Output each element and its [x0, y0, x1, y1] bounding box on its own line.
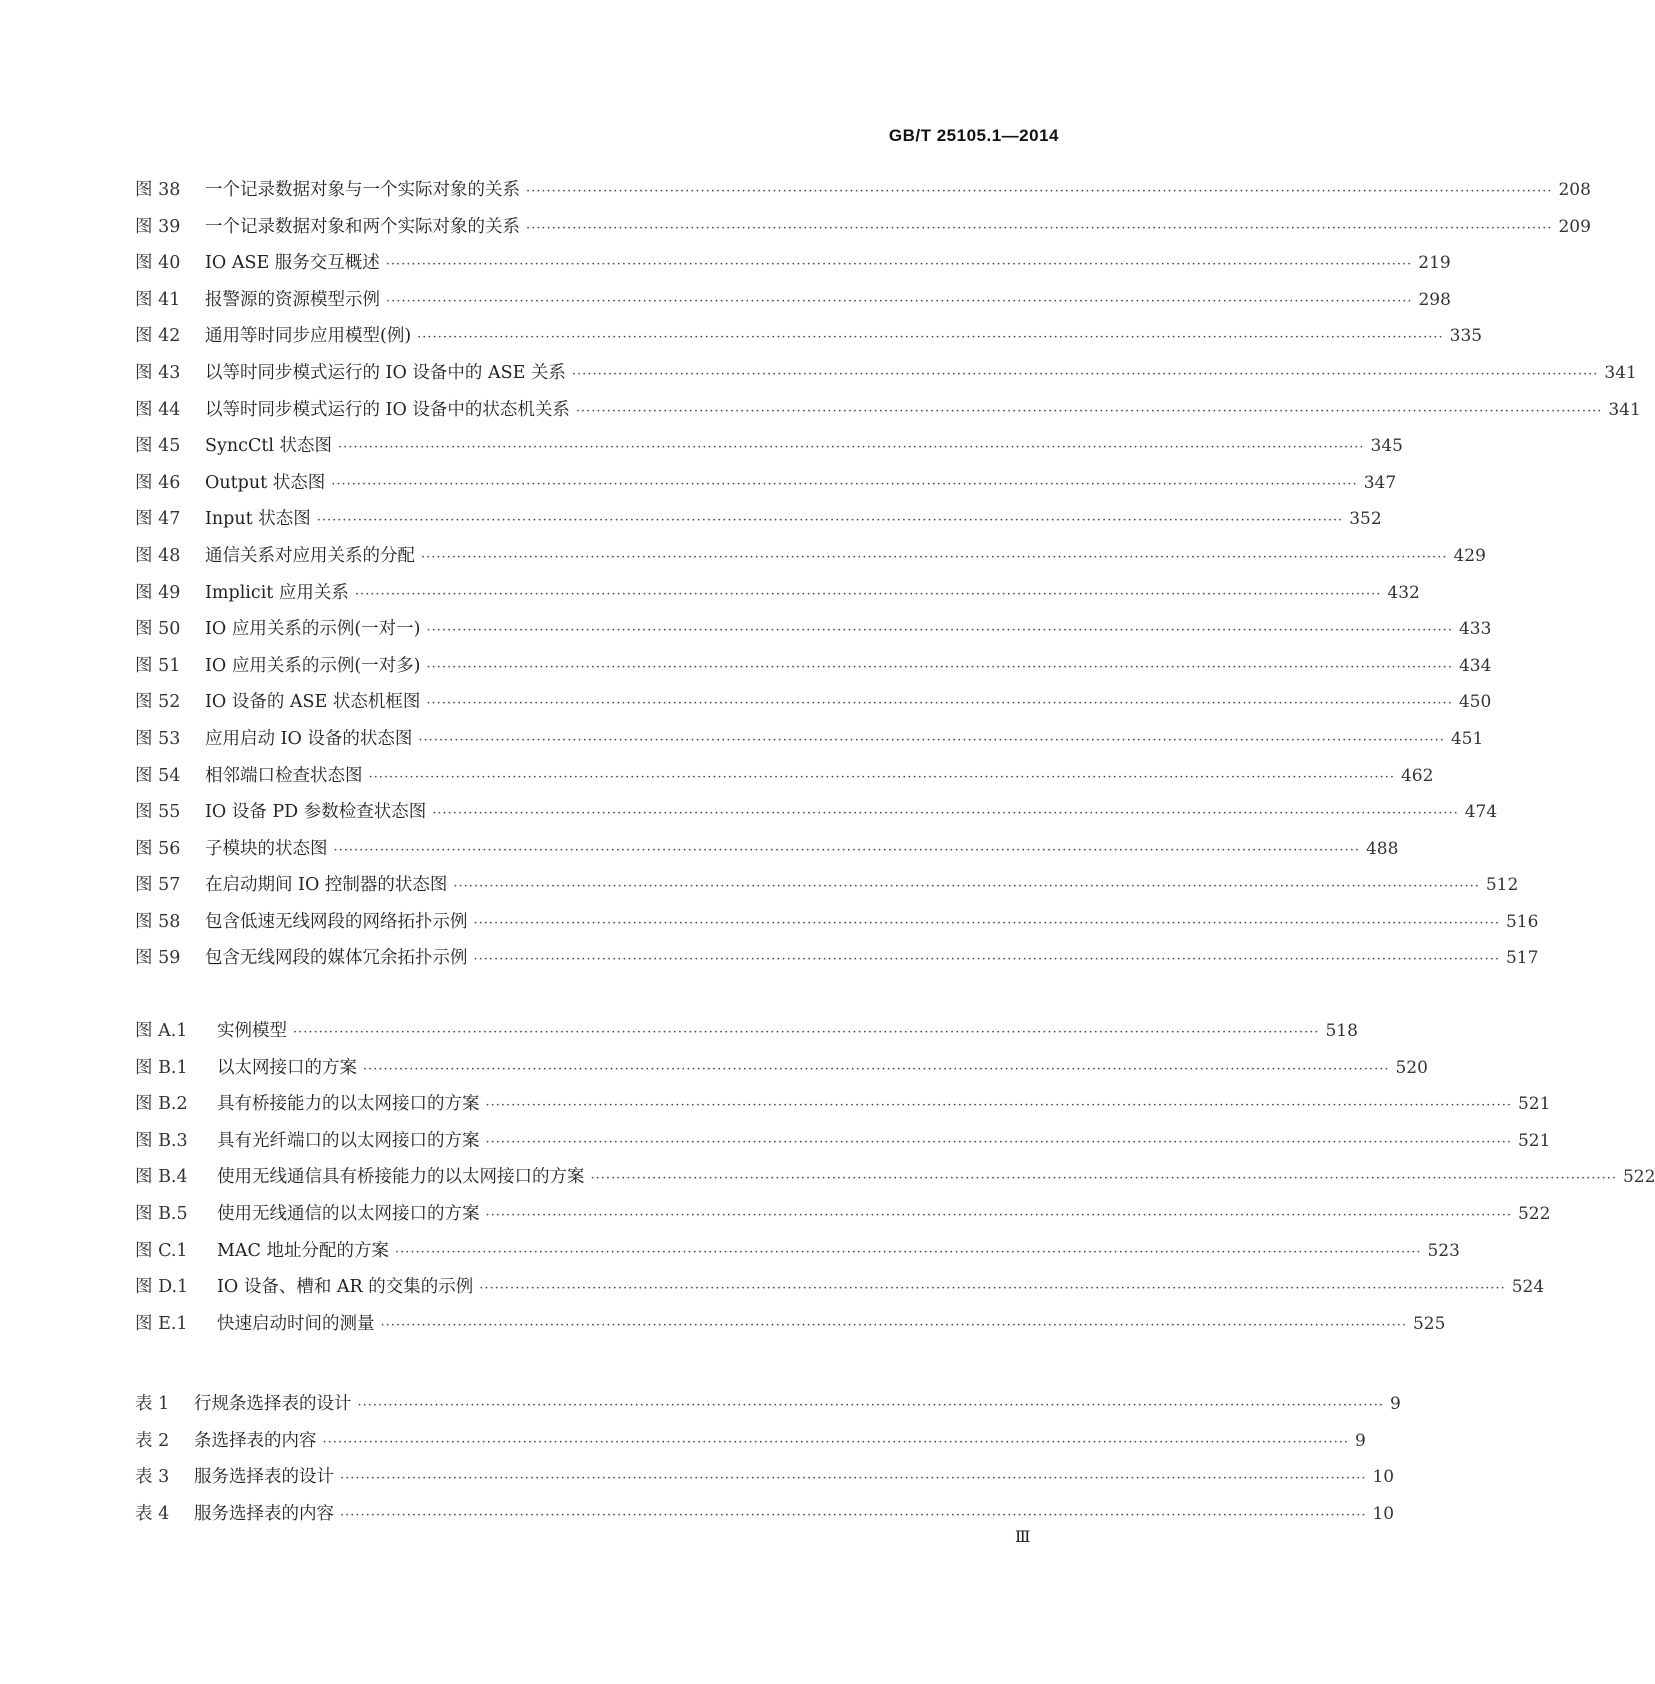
entry-number: 图 52	[135, 692, 181, 713]
entry-number: 图 39	[135, 216, 181, 237]
toc-figure-entry[interactable]	[135, 944, 1539, 981]
dot-leader: ········································································································································································································	[473, 915, 1500, 931]
entry-page-number: 523	[1427, 1240, 1460, 1261]
entry-number: 图 57	[135, 875, 181, 896]
toc-figure-entry[interactable]	[135, 396, 1641, 433]
document-code-header: GB/T 25105.1—2014	[888, 126, 1059, 145]
entry-title: 包含无线网段的媒体冗余拓扑示例	[205, 948, 468, 969]
toc-figure-entry[interactable]	[135, 213, 1591, 250]
entry-page-number: 429	[1453, 545, 1486, 566]
entry-title: 服务选择表的设计	[194, 1467, 334, 1488]
entry-title: 实例模型	[217, 1021, 287, 1041]
toc-appendix-figure-entry[interactable]	[135, 1200, 1551, 1237]
entry-title: 通用等时同步应用模型(例)	[205, 326, 412, 347]
entry-number: 图 47	[135, 509, 181, 530]
entry-number: 表 4	[135, 1503, 170, 1524]
entry-number: 图 42	[135, 326, 181, 347]
entry-title: 具有光纤端口的以太网接口的方案	[217, 1130, 480, 1151]
entry-page-number: 9	[1389, 1394, 1401, 1414]
entry-page-number: 10	[1372, 1503, 1395, 1524]
toc-table-entry[interactable]	[135, 1427, 1366, 1464]
entry-title: IO 设备的 ASE 状态机框图	[205, 692, 421, 713]
entry-number: 图 D.1	[135, 1277, 189, 1298]
entry-title: SyncCtl 状态图	[205, 436, 333, 457]
toc-figure-entry[interactable]	[135, 798, 1498, 835]
toc-figure-entry[interactable]	[135, 432, 1403, 469]
entry-page-number: 433	[1458, 619, 1492, 640]
dot-leader: ········································································································································································································	[526, 184, 1553, 199]
entry-number: 图 53	[135, 728, 181, 749]
entry-number: 图 45	[135, 436, 181, 457]
entry-number: 图 E.1	[135, 1313, 188, 1334]
toc-appendix-figure-entry[interactable]	[135, 1090, 1551, 1127]
entry-title: 以等时同步模式运行的 IO 设备中的状态机关系	[205, 399, 570, 420]
entry-page-number: 208	[1558, 180, 1591, 200]
entry-title: 使用无线通信具有桥接能力的以太网接口的方案	[217, 1167, 585, 1188]
toc-figure-entry[interactable]	[135, 688, 1492, 725]
toc-figure-entry[interactable]	[135, 871, 1519, 908]
dot-leader: ········································································································································································································	[432, 806, 1459, 822]
toc-figure-entry[interactable]	[135, 725, 1484, 762]
toc-figure-entry[interactable]	[135, 469, 1397, 506]
entry-title: 以太网接口的方案	[217, 1057, 357, 1078]
entry-number: 图 48	[135, 545, 181, 566]
entry-page-number: 9	[1354, 1430, 1366, 1451]
dot-leader: ········································································································································································································	[426, 659, 1453, 675]
figure-list	[135, 176, 1641, 981]
toc-appendix-figure-entry[interactable]	[135, 1163, 1655, 1200]
entry-title: 快速启动时间的测量	[217, 1313, 375, 1334]
entry-title: 具有桥接能力的以太网接口的方案	[217, 1094, 480, 1115]
dot-leader: ········································································································································································································	[479, 1281, 1506, 1297]
entry-page-number: 522	[1622, 1167, 1655, 1188]
dot-leader: ········································································································································································································	[418, 732, 1445, 748]
dot-leader: ········································································································································································································	[426, 623, 1453, 639]
entry-number: 表 2	[135, 1430, 170, 1451]
entry-page-number: 521	[1517, 1094, 1551, 1115]
entry-number: 图 38	[135, 180, 181, 200]
entry-page-number: 525	[1412, 1313, 1446, 1334]
entry-title: 条选择表的内容	[194, 1430, 317, 1451]
entry-title: IO 应用关系的示例(一对一)	[205, 619, 421, 640]
entry-number: 图 50	[135, 619, 181, 640]
toc-appendix-figure-entry[interactable]	[135, 1310, 1446, 1347]
entry-page-number: 462	[1400, 765, 1434, 786]
entry-page-number: 347	[1363, 472, 1397, 493]
entry-page-number: 298	[1418, 289, 1451, 310]
dot-leader: ········································································································································································································	[293, 1025, 1320, 1040]
toc-figure-entry[interactable]	[135, 542, 1486, 579]
dot-leader: ········································································································································································································	[485, 1207, 1512, 1223]
toc-appendix-figure-entry[interactable]	[135, 1127, 1551, 1164]
entry-page-number: 522	[1517, 1203, 1551, 1224]
entry-page-number: 10	[1372, 1467, 1395, 1488]
entry-number: 表 3	[135, 1467, 170, 1488]
page-number-roman: Ⅲ	[1015, 1527, 1031, 1546]
entry-number: 图 56	[135, 838, 181, 859]
entry-number: 图 59	[135, 948, 181, 969]
entry-page-number: 432	[1387, 582, 1420, 603]
entry-number: 表 1	[135, 1394, 170, 1414]
toc-appendix-figure-entry[interactable]	[135, 1273, 1545, 1310]
toc-figure-entry[interactable]	[135, 835, 1399, 872]
entry-page-number: 335	[1449, 326, 1483, 347]
entry-title: 以等时同步模式运行的 IO 设备中的 ASE 关系	[205, 362, 566, 383]
dot-leader: ········································································································································································································	[417, 330, 1444, 346]
entry-title: IO 设备、槽和 AR 的交集的示例	[217, 1277, 474, 1298]
entry-number: 图 55	[135, 802, 181, 823]
entry-number: 图 B.5	[135, 1203, 188, 1224]
dot-leader: ········································································································································································································	[395, 1244, 1422, 1260]
entry-page-number: 488	[1365, 838, 1399, 859]
entry-title: Implicit 应用关系	[205, 582, 349, 603]
appendix-figure-list	[135, 1017, 1655, 1346]
entry-title: MAC 地址分配的方案	[217, 1240, 390, 1261]
entry-title: 行规条选择表的设计	[194, 1394, 352, 1414]
dot-leader: ········································································································································································································	[322, 1434, 1349, 1450]
entry-title: 一个记录数据对象与一个实际对象的关系	[205, 180, 520, 200]
toc-figure-entry[interactable]	[135, 322, 1483, 359]
entry-number: 图 44	[135, 399, 181, 420]
dot-leader: ········································································································································································································	[386, 293, 1413, 309]
dot-leader: ········································································································································································································	[421, 549, 1448, 565]
toc-figure-entry[interactable]	[135, 579, 1420, 616]
dot-leader: ········································································································································································································	[338, 440, 1365, 456]
dot-leader: ········································································································································································································	[368, 769, 1395, 785]
entry-number: 图 41	[135, 289, 181, 310]
dot-leader: ········································································································································································································	[575, 403, 1603, 419]
entry-number: 图 54	[135, 765, 181, 786]
toc-figure-entry[interactable]	[135, 176, 1591, 213]
dot-leader: ········································································································································································································	[316, 513, 1344, 529]
toc-table-entry[interactable]	[135, 1390, 1401, 1427]
entry-number: 图 58	[135, 911, 181, 932]
entry-title: 应用启动 IO 设备的状态图	[205, 728, 413, 749]
entry-number: 图 49	[135, 582, 181, 603]
entry-title: 报警源的资源模型示例	[205, 289, 380, 310]
entry-page-number: 451	[1450, 728, 1484, 749]
entry-page-number: 450	[1458, 692, 1492, 713]
entry-page-number: 474	[1464, 802, 1498, 823]
entry-number: 图 B.3	[135, 1130, 188, 1151]
dot-leader: ········································································································································································································	[380, 1317, 1407, 1333]
dot-leader: ········································································································································································································	[473, 952, 1500, 968]
toc-figure-entry[interactable]	[135, 908, 1539, 945]
entry-title: IO 应用关系的示例(一对多)	[205, 655, 421, 676]
entry-page-number: 341	[1604, 362, 1637, 383]
entry-number: 图 43	[135, 362, 181, 383]
entry-title: 服务选择表的内容	[194, 1503, 334, 1524]
dot-leader: ········································································································································································································	[571, 366, 1599, 382]
entry-page-number: 352	[1349, 509, 1382, 530]
entry-number: 图 B.2	[135, 1094, 188, 1115]
dot-leader: ········································································································································································································	[333, 842, 1360, 858]
toc-figure-entry[interactable]	[135, 505, 1382, 542]
toc-figure-entry[interactable]	[135, 359, 1637, 396]
entry-title: IO ASE 服务交互概述	[205, 253, 380, 274]
entry-title: 包含低速无线网段的网络拓扑示例	[205, 911, 468, 932]
entry-page-number: 518	[1325, 1021, 1358, 1041]
dot-leader: ········································································································································································································	[590, 1171, 1617, 1187]
toc-figure-entry[interactable]	[135, 249, 1451, 286]
dot-leader: ········································································································································································································	[354, 586, 1382, 602]
dot-leader: ········································································································································································································	[426, 696, 1453, 712]
entry-title: Input 状态图	[205, 509, 311, 530]
dot-leader: ········································································································································································································	[485, 1134, 1512, 1150]
entry-title: 一个记录数据对象和两个实际对象的关系	[205, 216, 520, 237]
entry-page-number: 524	[1511, 1277, 1545, 1298]
table-list	[135, 1390, 1401, 1536]
entry-number: 图 51	[135, 655, 181, 676]
entry-number: 图 A.1	[135, 1021, 188, 1041]
toc-table-entry[interactable]	[135, 1463, 1395, 1500]
entry-page-number: 219	[1418, 253, 1451, 274]
toc-appendix-figure-entry[interactable]	[135, 1237, 1460, 1274]
entry-title: 通信关系对应用关系的分配	[205, 545, 415, 566]
toc-appendix-figure-entry[interactable]	[135, 1054, 1428, 1091]
entry-page-number: 434	[1458, 655, 1492, 676]
dot-leader: ········································································································································································································	[357, 1398, 1384, 1413]
dot-leader: ········································································································································································································	[385, 257, 1413, 273]
toc-figure-entry[interactable]	[135, 652, 1492, 689]
entry-page-number: 345	[1370, 436, 1403, 457]
dot-leader: ········································································································································································································	[340, 1507, 1367, 1523]
entry-title: 子模块的状态图	[205, 838, 328, 859]
dot-leader: ········································································································································································································	[526, 220, 1553, 236]
dot-leader: ········································································································································································································	[363, 1061, 1390, 1077]
toc-table-entry[interactable]	[135, 1500, 1395, 1537]
entry-page-number: 521	[1517, 1130, 1551, 1151]
entry-title: 在启动期间 IO 控制器的状态图	[205, 875, 448, 896]
entry-number: 图 B.1	[135, 1057, 188, 1078]
entry-number: 图 40	[135, 253, 181, 274]
toc-appendix-figure-entry[interactable]	[135, 1017, 1358, 1054]
entry-page-number: 209	[1558, 216, 1591, 237]
entry-title: Output 状态图	[205, 472, 326, 493]
entry-number: 图 B.4	[135, 1167, 188, 1188]
entry-title: IO 设备 PD 参数检查状态图	[205, 802, 427, 823]
entry-page-number: 341	[1608, 399, 1641, 420]
toc-figure-entry[interactable]	[135, 615, 1492, 652]
toc-figure-entry[interactable]	[135, 762, 1434, 799]
entry-number: 图 C.1	[135, 1240, 188, 1261]
entry-page-number: 512	[1485, 875, 1519, 896]
entry-page-number: 516	[1505, 911, 1539, 932]
dot-leader: ········································································································································································································	[331, 476, 1358, 492]
entry-title: 使用无线通信的以太网接口的方案	[217, 1203, 480, 1224]
dot-leader: ········································································································································································································	[340, 1471, 1367, 1487]
entry-page-number: 520	[1395, 1057, 1428, 1078]
dot-leader: ········································································································································································································	[453, 879, 1480, 895]
entry-number: 图 46	[135, 472, 181, 493]
dot-leader: ········································································································································································································	[485, 1098, 1512, 1114]
entry-page-number: 517	[1505, 948, 1539, 969]
toc-figure-entry[interactable]	[135, 286, 1451, 323]
entry-title: 相邻端口检查状态图	[205, 765, 363, 786]
